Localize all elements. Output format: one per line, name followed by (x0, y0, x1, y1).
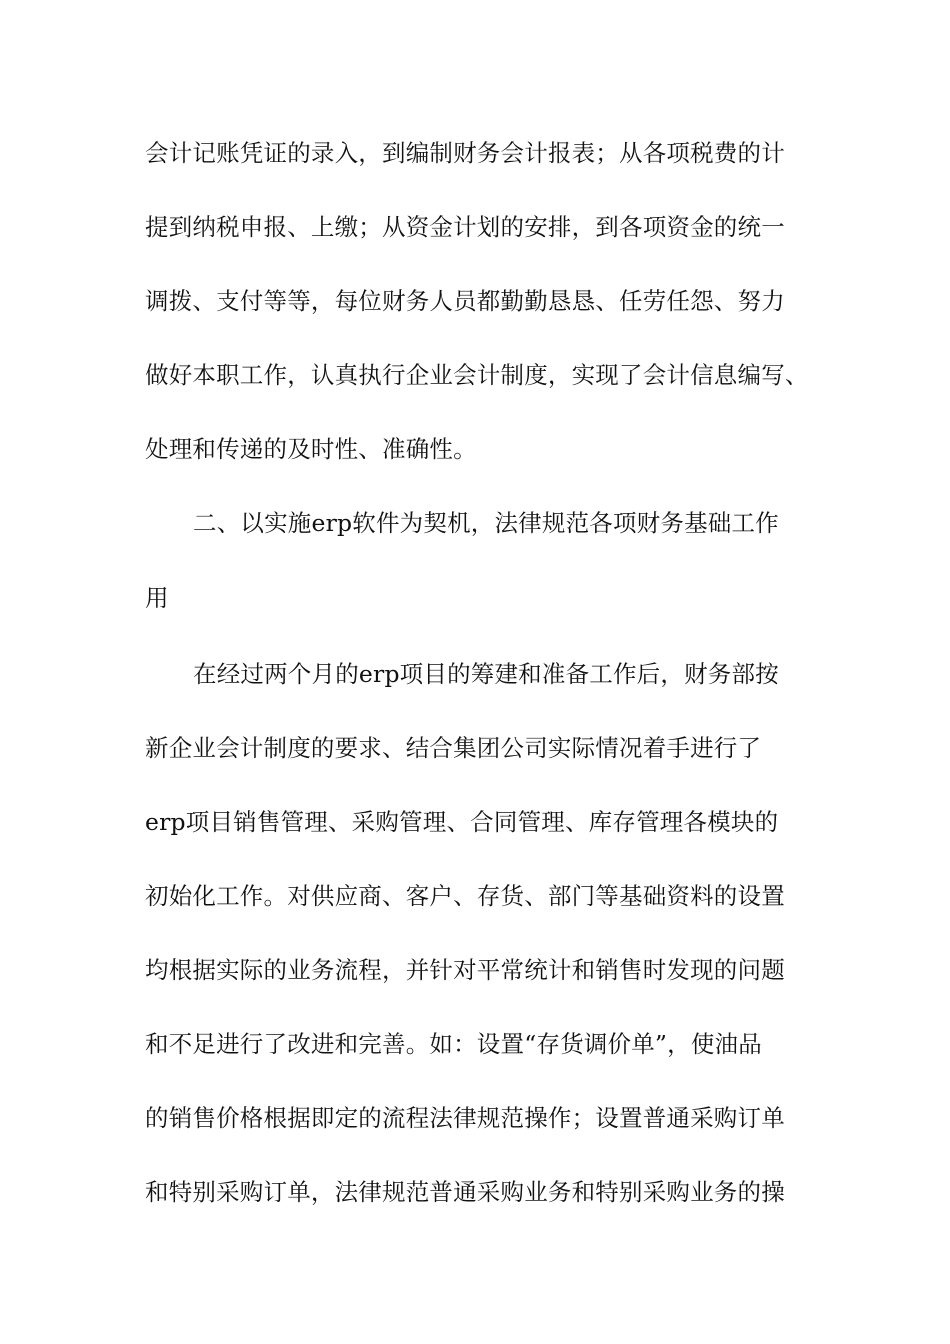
paragraph-line-8: erp项目销售管理、采购管理、合同管理、库存管理各模块的 (145, 808, 779, 836)
section-heading-line-1: 二、以实施erp软件为契机，法律规范各项财务基础工作 (193, 509, 779, 537)
paragraph-line-5: 处理和传递的及时性、准确性。 (145, 435, 477, 463)
paragraph-line-10: 均根据实际的业务流程，并针对平常统计和销售时发现的问题 (145, 956, 785, 984)
paragraph-line-2: 提到纳税申报、上缴；从资金计划的安排，到各项资金的统一 (145, 213, 785, 241)
paragraph-line-7: 新企业会计制度的要求、结合集团公司实际情况着手进行了 (145, 734, 762, 762)
paragraph-line-13: 和特别采购订单，法律规范普通采购业务和特别采购业务的操 (145, 1178, 785, 1206)
paragraph-line-9: 初始化工作。对供应商、客户、存货、部门等基础资料的设置 (145, 882, 785, 910)
paragraph-line-3: 调拨、支付等等，每位财务人员都勤勤恳恳、任劳任怨、努力 (145, 287, 785, 315)
paragraph-line-4: 做好本职工作，认真执行企业会计制度，实现了会计信息编写、 (145, 361, 809, 389)
paragraph-line-11: 和不足进行了改进和完善。如：设置“存货调价单”，使油品 (145, 1030, 762, 1058)
paragraph-line-12: 的销售价格根据即定的流程法律规范操作；设置普通采购订单 (145, 1104, 785, 1132)
paragraph-line-1: 会计记账凭证的录入，到编制财务会计报表；从各项税费的计 (145, 139, 785, 167)
paragraph-line-6: 在经过两个月的erp项目的筹建和准备工作后，财务部按 (193, 660, 779, 688)
section-heading-line-2: 用 (145, 584, 169, 612)
